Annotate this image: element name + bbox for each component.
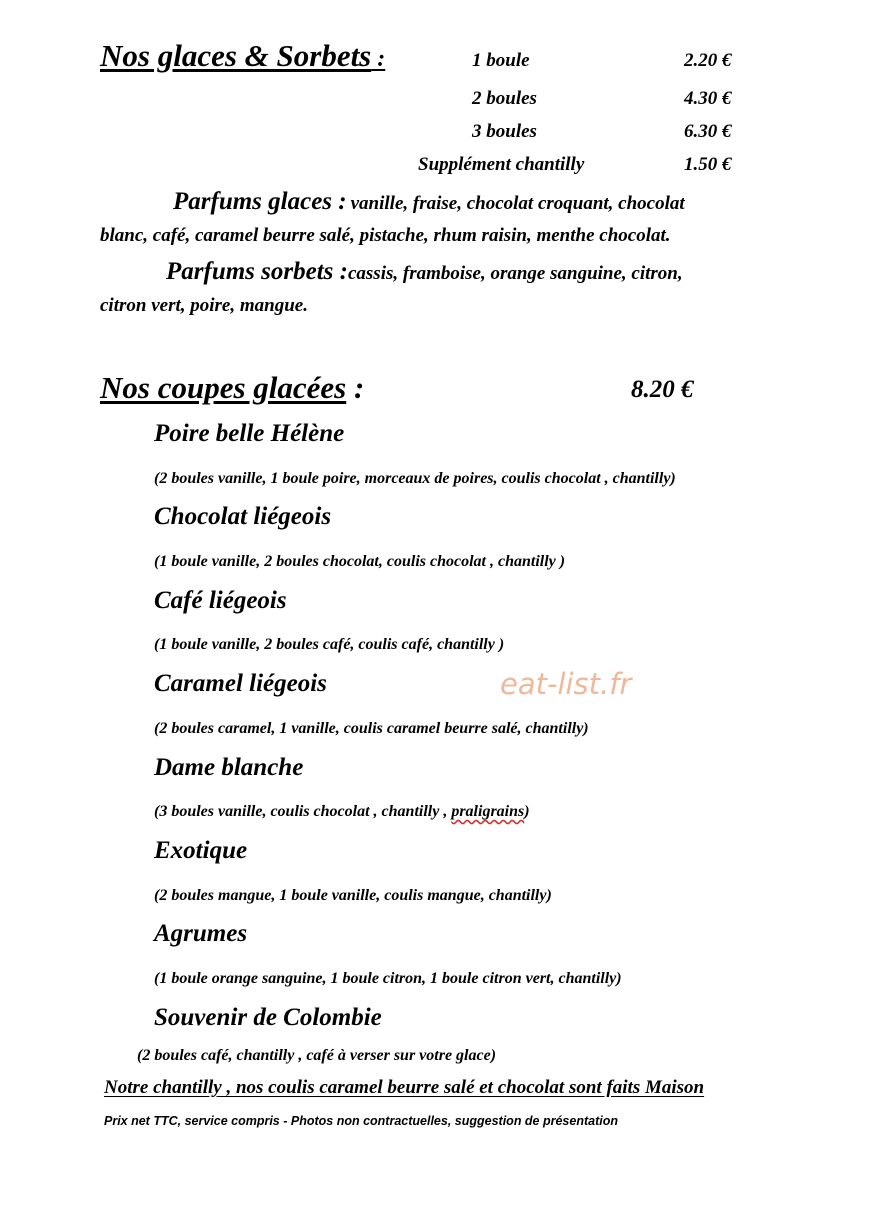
coupe-desc-4: (2 boules caramel, 1 vanille, coulis caramel beurre salé, chantilly) [154,720,589,737]
coupe-name-6: Exotique [154,837,248,864]
coupe-name-4: Caramel liégeois [154,670,327,697]
coupe-desc-8: (2 boules café, chantilly , café à verser sur votre glace) [137,1047,497,1064]
coupe-name-1: Poire belle Hélène [154,420,345,447]
coupe-desc-7: (1 boule orange sanguine, 1 boule citron, 1 boule citron vert, chantilly) [154,970,622,987]
coupe-name-2: Chocolat liégeois [154,503,332,530]
coupes-title-colon: : [346,370,365,405]
parfums-glaces-list-2: blanc, café, caramel beurre salé, pistache, rhum raisin, menthe chocolat. [100,225,671,246]
price-value-3: 6.30 € [684,121,732,142]
coupe-desc-5-pre: (3 boules vanille, coulis chocolat , chantilly , [154,803,452,820]
coupe-desc-5-word: praligrains [451,803,525,820]
price-disclaimer: Prix net TTC, service compris - Photos non contractuelles, suggestion de présentation [104,1114,618,1128]
glaces-title [100,38,385,74]
price-value-2: 4.30 € [684,88,732,109]
price-label-1: 1 boule [472,50,530,71]
coupe-name-7: Agrumes [154,920,248,947]
parfums-sorbets-line1 [166,258,683,286]
coupe-name-3: Café liégeois [154,587,287,614]
coupe-desc-6: (2 boules mangue, 1 boule vanille, coulis mangue, chantilly) [154,887,552,904]
price-label-4: Supplément chantilly [418,154,585,175]
parfums-sorbets-list-2: citron vert, poire, mangue. [100,295,308,316]
parfums-glaces-list-1: vanille, fraise, chocolat croquant, chocolat [350,193,685,214]
parfums-glaces-line1 [173,188,685,216]
coupe-name-5: Dame blanche [154,754,304,781]
coupe-desc-2: (1 boule vanille, 2 boules chocolat, coulis chocolat , chantilly ) [154,553,566,570]
coupe-name-8: Souvenir de Colombie [154,1004,382,1031]
parfums-sorbets-list-1: cassis, framboise, orange sanguine, citron, [347,263,683,284]
coupe-desc-3: (1 boule vanille, 2 boules café, coulis café, chantilly ) [154,636,505,653]
coupe-desc-5-post: ) [524,803,530,820]
glaces-title-text: Nos glaces & Sorbets [100,38,372,73]
coupes-title-text: Nos coupes glacées [100,370,347,405]
parfums-glaces-label: Parfums glaces : [173,188,347,215]
watermark-text: eat-list.fr [500,667,632,701]
price-label-3: 3 boules [472,121,537,142]
coupes-title [100,370,364,406]
parfums-sorbets-label: Parfums sorbets : [166,258,348,285]
coupe-desc-1: (2 boules vanille, 1 boule poire, morceaux de poires, coulis chocolat , chantilly) [154,470,676,487]
price-label-2: 2 boules [472,88,537,109]
coupe-desc-5 [154,803,530,821]
price-value-4: 1.50 € [684,154,732,175]
price-value-1: 2.20 € [684,50,732,71]
glaces-title-colon: : [371,46,386,72]
homemade-note: Notre chantilly , nos coulis caramel beurre salé et chocolat sont faits Maison [104,1077,705,1098]
coupes-price: 8.20 € [631,376,694,403]
